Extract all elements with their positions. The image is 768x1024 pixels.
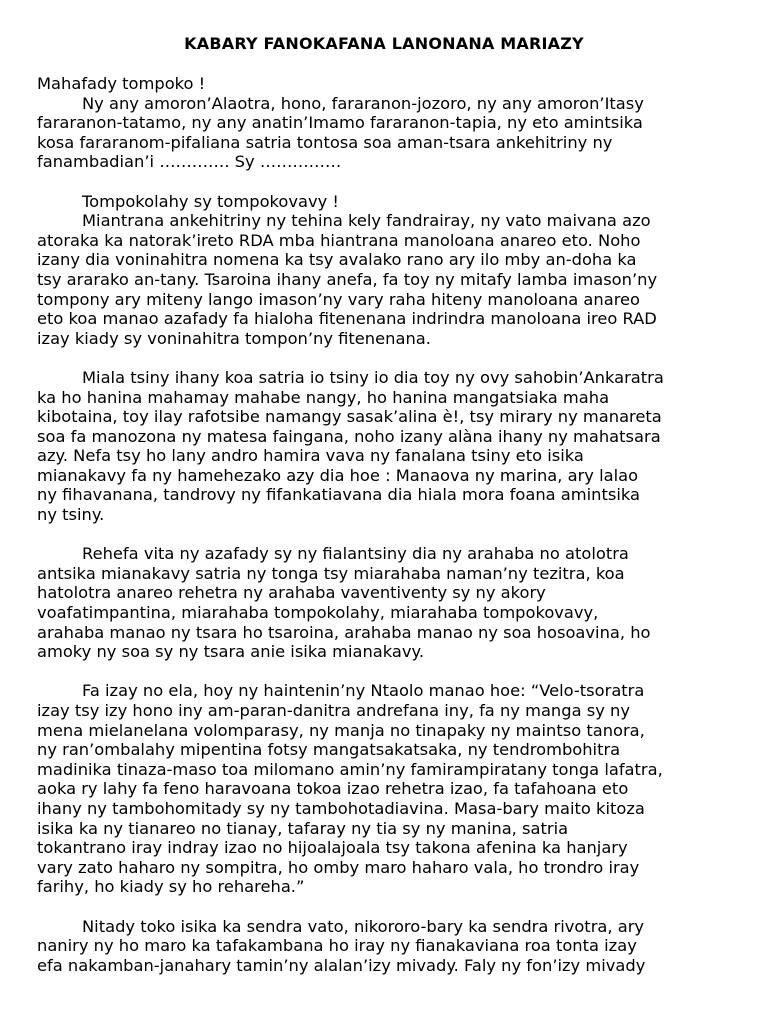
text-line: antsika mianakavy satria ny tonga tsy miarahaba naman’ny tezitra, koa (37, 563, 625, 583)
paragraph-gap (37, 348, 737, 368)
text-line: izay tsy izy hono iny am-paran-danitra andrefana iny, fa ny manga sy ny (37, 701, 630, 720)
text-line: Fa izay no ela, hoy ny haintenin’ny Ntaolo manao hoe: “Velo-tsoratra (82, 681, 645, 701)
paragraph-gap (37, 525, 737, 545)
paragraph (37, 368, 737, 525)
text-line: Miala tsiny ihany koa satria io tsiny io dia toy ny ovy sahobin’Ankaratra (82, 367, 664, 387)
document-body (37, 74, 737, 975)
paragraph-gap (37, 172, 737, 192)
text-line: eto koa manao azafady fa hialoha fitenenana indrindra manoloana ireo RAD (37, 309, 657, 329)
text-line: ihany ny tambohomitady sy ny tambohotadiavina. Masa-bary maito kitoza (37, 798, 645, 818)
text-line: Miantrana ankehitriny ny tehina kely fandrairay, ny vato maivana azo (82, 211, 651, 231)
paragraph (37, 917, 737, 976)
paragraph (37, 681, 737, 897)
text-line: naniry ny ho maro ka tafakambana ho iray ny fianakaviana roa tonta izay (37, 936, 637, 956)
text-line: ny ran’ombalahy mipentina fotsy mangatsakatsaka, ny tendrombohitra (37, 740, 621, 760)
paragraph-gap (37, 662, 737, 682)
text-line: atoraka ka natorak’ireto RDA mba hiantrana manoloana anareo eto. Noho (37, 230, 641, 250)
text-line: ny tsiny. (37, 505, 105, 525)
text-line: ka ho hanina mahamay mahabe nangy, ho hanina mangatsiaka maha (37, 387, 610, 407)
text-line: mena mielanelana volomparasy, ny manja no tinapaky ny maintso tanora, (37, 720, 645, 740)
paragraph (37, 192, 737, 349)
text-line: izany dia voninahitra nomena ka tsy avalako rano ary ilo mby an-doha ka (37, 250, 637, 270)
text-line: efa nakamban-janahary tamin’ny alalan’izy mivady. Faly ny fon’izy mivady (37, 955, 646, 975)
text-line: Tompokolahy sy tompokovavy ! (82, 191, 339, 211)
paragraph-gap (37, 897, 737, 917)
text-line: madinika tinaza-maso toa milomano amin’ny famirampiratany tonga lafatra, (37, 759, 663, 779)
text-line: izay kiady sy voninahitra tompon’ny fitenenana. (37, 328, 431, 348)
text-line: ny fihavanana, tandrovy ny fifankatiavana dia hiala mora foana amintsika (37, 485, 640, 505)
text-line: tompony ary miteny lango imason’ny vary raha hiteny manoloana anareo (37, 289, 641, 309)
text-line: tokantrano iray indray izao no hijoalajoala tsy takona afenina ka hanjary (37, 838, 628, 858)
paragraph (37, 74, 737, 172)
text-line: kibotaina, toy ilay rafotsibe namangy sasak’alina è!, tsy mirary ny manareta (37, 407, 662, 427)
text-line: farihy, ho kiady sy ho rehareha.” (37, 877, 305, 897)
text-line: azy. Nefa tsy ho lany andro hamira vava ny fanalana tsiny eto isika (37, 446, 584, 466)
text-line: amoky ny soa sy ny tsara anie isika mianakavy. (37, 642, 425, 662)
paragraph (37, 544, 737, 662)
text-line: soa fa manozona ny matesa faingana, noho izany alàna ihany ny mahatsara (37, 426, 661, 446)
text-line: Ny any amoron’Alaotra, hono, fararanon-jozoro, ny any amoron’Itasy (82, 93, 644, 113)
text-line: fanambadian’i …………. Sy …………… (37, 152, 342, 172)
text-line: kosa fararanom-pifaliana satria tontosa soa aman-tsara ankehitriny ny (37, 132, 613, 152)
text-line: Rehefa vita ny azafady sy ny fialantsiny dia ny arahaba no atolotra (82, 544, 629, 564)
text-line: arahaba manao ny tsara ho tsaroina, arahaba manao ny soa hosoavina, ho (37, 622, 651, 642)
text-line: isika ka ny tianareo no tianay, tafaray ny tia sy ny manina, satria (37, 818, 569, 838)
document-title: KABARY FANOKAFANA LANONANA MARIAZY (184, 34, 584, 53)
text-line: aoka ry lahy fa feno haravoana tokoa izao rehetra izao, fa tafahoana eto (37, 779, 629, 799)
text-line: mianakavy fa ny hamehezako azy dia hoe : Manaova ny marina, ary lalao (37, 465, 639, 485)
text-line: hatolotra anareo rehetra ny arahaba vaventiventy sy ny akory (37, 583, 546, 603)
text-line: Nitady toko isika ka sendra vato, nikororo-bary ka sendra rivotra, ary (82, 916, 645, 936)
text-line: tsy ararako an-tany. Tsaroina ihany anefa, fa toy ny mitafy lamba imason’ny (37, 269, 658, 289)
text-line: vary zato haharo ny sompitra, ho omby maro haharo vala, ho trondro iray (37, 857, 640, 877)
text-line: voafatimpantina, miarahaba tompokolahy, miarahaba tompokovavy, (37, 603, 599, 623)
text-line: fararanon-tatamo, ny any anatin’Imamo fararanon-tapia, ny eto amintsika (37, 113, 643, 133)
text-line: Mahafady tompoko ! (37, 74, 206, 93)
